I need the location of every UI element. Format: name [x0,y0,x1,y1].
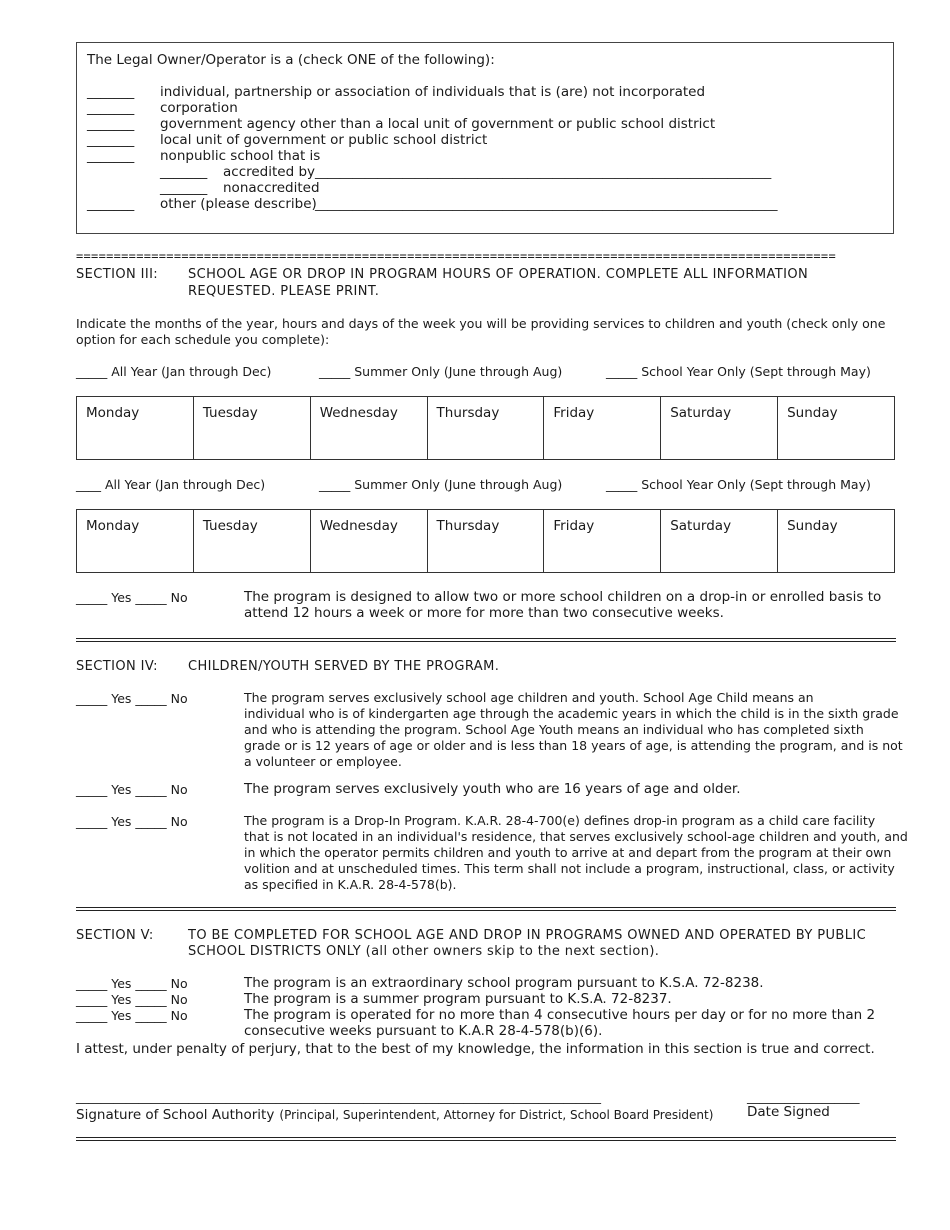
double-rule-divider [76,907,896,911]
nonaccredited-blank[interactable]: _______ [160,180,208,196]
day-cell[interactable]: Friday [544,510,661,573]
drop-in-yes-no[interactable]: _____ Yes _____ No [76,590,188,605]
day-cell[interactable]: Sunday [778,397,895,460]
section-3-title-line2: REQUESTED. PLEASE PRINT. [188,284,380,299]
signature-label-detail: (Principal, Superintendent, Attorney for District, School Board President) [279,1108,714,1122]
q1-line: a volunteer or employee. [244,754,402,769]
q3-line: volition and at unscheduled times. This term shall not include a program, instructional, class, or activity [244,861,895,876]
schedule2-summer[interactable]: _____ Summer Only (June through Aug) [319,477,563,492]
schedule2-days-table [76,509,895,573]
schedule1-school-year[interactable]: _____ School Year Only (Sept through May) [606,364,871,379]
owner-heading: The Legal Owner/Operator is a (check ONE of the following): [87,52,495,68]
q3-line: in which the operator permits children and youth to arrive at and depart from the program at their own [244,845,892,860]
signature-line[interactable]: ____________________________________________________________________________________ [76,1089,601,1104]
other-label: other (please describe) [160,196,317,212]
owner-operator-box [76,42,894,234]
section-3-instructions-line1: Indicate the months of the year, hours and days of the week you will be providing services to children and youth (check only one [76,316,886,331]
owner-blank[interactable]: _______ [87,84,135,100]
owner-option: local unit of government or public school district [160,132,488,148]
q2-text: The program serves exclusively youth who are 16 years of age and older. [244,781,741,797]
accredited-label: accredited by [223,164,316,180]
section-5-title-line1: TO BE COMPLETED FOR SCHOOL AGE AND DROP IN PROGRAMS OWNED AND OPERATED BY PUBLIC [188,928,867,943]
day-cell[interactable]: Monday [77,510,194,573]
q3-yes-no[interactable]: _____ Yes _____ No [76,814,188,829]
q1-line: individual who is of kindergarten age through the academic years in which the child is in the sixth grade [244,706,899,721]
other-describe-line[interactable]: __________________________________________________________________________ [315,196,778,211]
section-4-title: CHILDREN/YOUTH SERVED BY THE PROGRAM. [188,659,500,674]
q3-line: as specified in K.A.R. 28-4-578(b). [244,877,457,892]
day-cell[interactable]: Tuesday [193,397,310,460]
day-cell[interactable]: Thursday [427,510,544,573]
date-signed-label: Date Signed [747,1104,830,1120]
drop-in-text-line1: The program is designed to allow two or more school children on a drop-in or enrolled basis to [244,589,882,605]
day-cell[interactable]: Monday [77,397,194,460]
schedule2-school-year[interactable]: _____ School Year Only (Sept through May) [606,477,871,492]
accredited-blank[interactable]: _______ [160,164,208,180]
q2-yes-no[interactable]: _____ Yes _____ No [76,782,188,797]
day-cell[interactable]: Wednesday [310,510,427,573]
nonaccredited-label: nonaccredited [223,180,320,196]
owner-option: nonpublic school that is [160,148,321,164]
section-3-number: SECTION III: [76,267,159,282]
accredited-by-line[interactable]: _________________________________________________________________________ [315,164,772,179]
owner-blank[interactable]: _______ [87,196,135,212]
schedule1-all-year[interactable]: _____ All Year (Jan through Dec) [76,364,272,379]
s5-yes-no[interactable]: _____ Yes _____ No [76,1008,188,1023]
double-rule-divider [76,638,896,642]
owner-blank[interactable]: _______ [87,116,135,132]
section-4-number: SECTION IV: [76,659,158,674]
owner-option: corporation [160,100,238,116]
s5-yes-no[interactable]: _____ Yes _____ No [76,992,188,1007]
q1-line: The program serves exclusively school age children and youth. School Age Child means an [244,690,814,705]
owner-blank[interactable]: _______ [87,148,135,164]
s5-item: The program is an extraordinary school program pursuant to K.S.A. 72-8238. [244,975,764,991]
section-5-number: SECTION V: [76,928,154,943]
day-cell[interactable]: Saturday [661,510,778,573]
day-cell[interactable]: Sunday [778,510,895,573]
equals-separator: ===================================================================================================== [76,249,836,263]
s5-item: The program is operated for no more than 4 consecutive hours per day or for no more than 2 [244,1007,876,1023]
s5-yes-no[interactable]: _____ Yes _____ No [76,976,188,991]
schedule2-all-year[interactable]: ____ All Year (Jan through Dec) [76,477,266,492]
owner-blank[interactable]: _______ [87,132,135,148]
day-cell[interactable]: Thursday [427,397,544,460]
day-cell[interactable]: Saturday [661,397,778,460]
schedule1-summer[interactable]: _____ Summer Only (June through Aug) [319,364,563,379]
day-cell[interactable]: Wednesday [310,397,427,460]
date-line[interactable]: __________________ [747,1089,860,1104]
attestation: I attest, under penalty of perjury, that to the best of my knowledge, the information in this section is true and correct. [76,1041,875,1057]
section-5-title-line2: SCHOOL DISTRICTS ONLY (all other owners skip to the next section). [188,944,660,959]
q3-line: The program is a Drop-In Program. K.A.R. 28-4-700(e) defines drop-in program as a child care facility [244,813,876,828]
section-3-instructions-line2: option for each schedule you complete): [76,332,330,347]
signature-label [76,1104,713,1123]
owner-option: individual, partnership or association of individuals that is (are) not incorporated [160,84,706,100]
section-3-title-line1: SCHOOL AGE OR DROP IN PROGRAM HOURS OF OPERATION. COMPLETE ALL INFORMATION [188,267,809,282]
day-cell[interactable]: Friday [544,397,661,460]
owner-option: government agency other than a local unit of government or public school district [160,116,716,132]
q3-line: that is not located in an individual's residence, that serves exclusively school-age children and youth, and [244,829,908,844]
double-rule-divider [76,1137,896,1141]
signature-label-main: Signature of School Authority [76,1107,275,1123]
q1-yes-no[interactable]: _____ Yes _____ No [76,691,188,706]
s5-item: The program is a summer program pursuant to K.S.A. 72-8237. [244,991,672,1007]
s5-item3-line2: consecutive weeks pursuant to K.A.R 28-4-578(b)(6). [244,1023,603,1039]
q1-line: grade or is 12 years of age or older and is less than 18 years of age, is attending the program, and is not [244,738,903,753]
drop-in-text-line2: attend 12 hours a week or more for more than two consecutive weeks. [244,605,724,621]
q1-line: and who is attending the program. School Age Youth means an individual who has completed sixth [244,722,864,737]
schedule1-days-table [76,396,895,460]
owner-blank[interactable]: _______ [87,100,135,116]
day-cell[interactable]: Tuesday [193,510,310,573]
